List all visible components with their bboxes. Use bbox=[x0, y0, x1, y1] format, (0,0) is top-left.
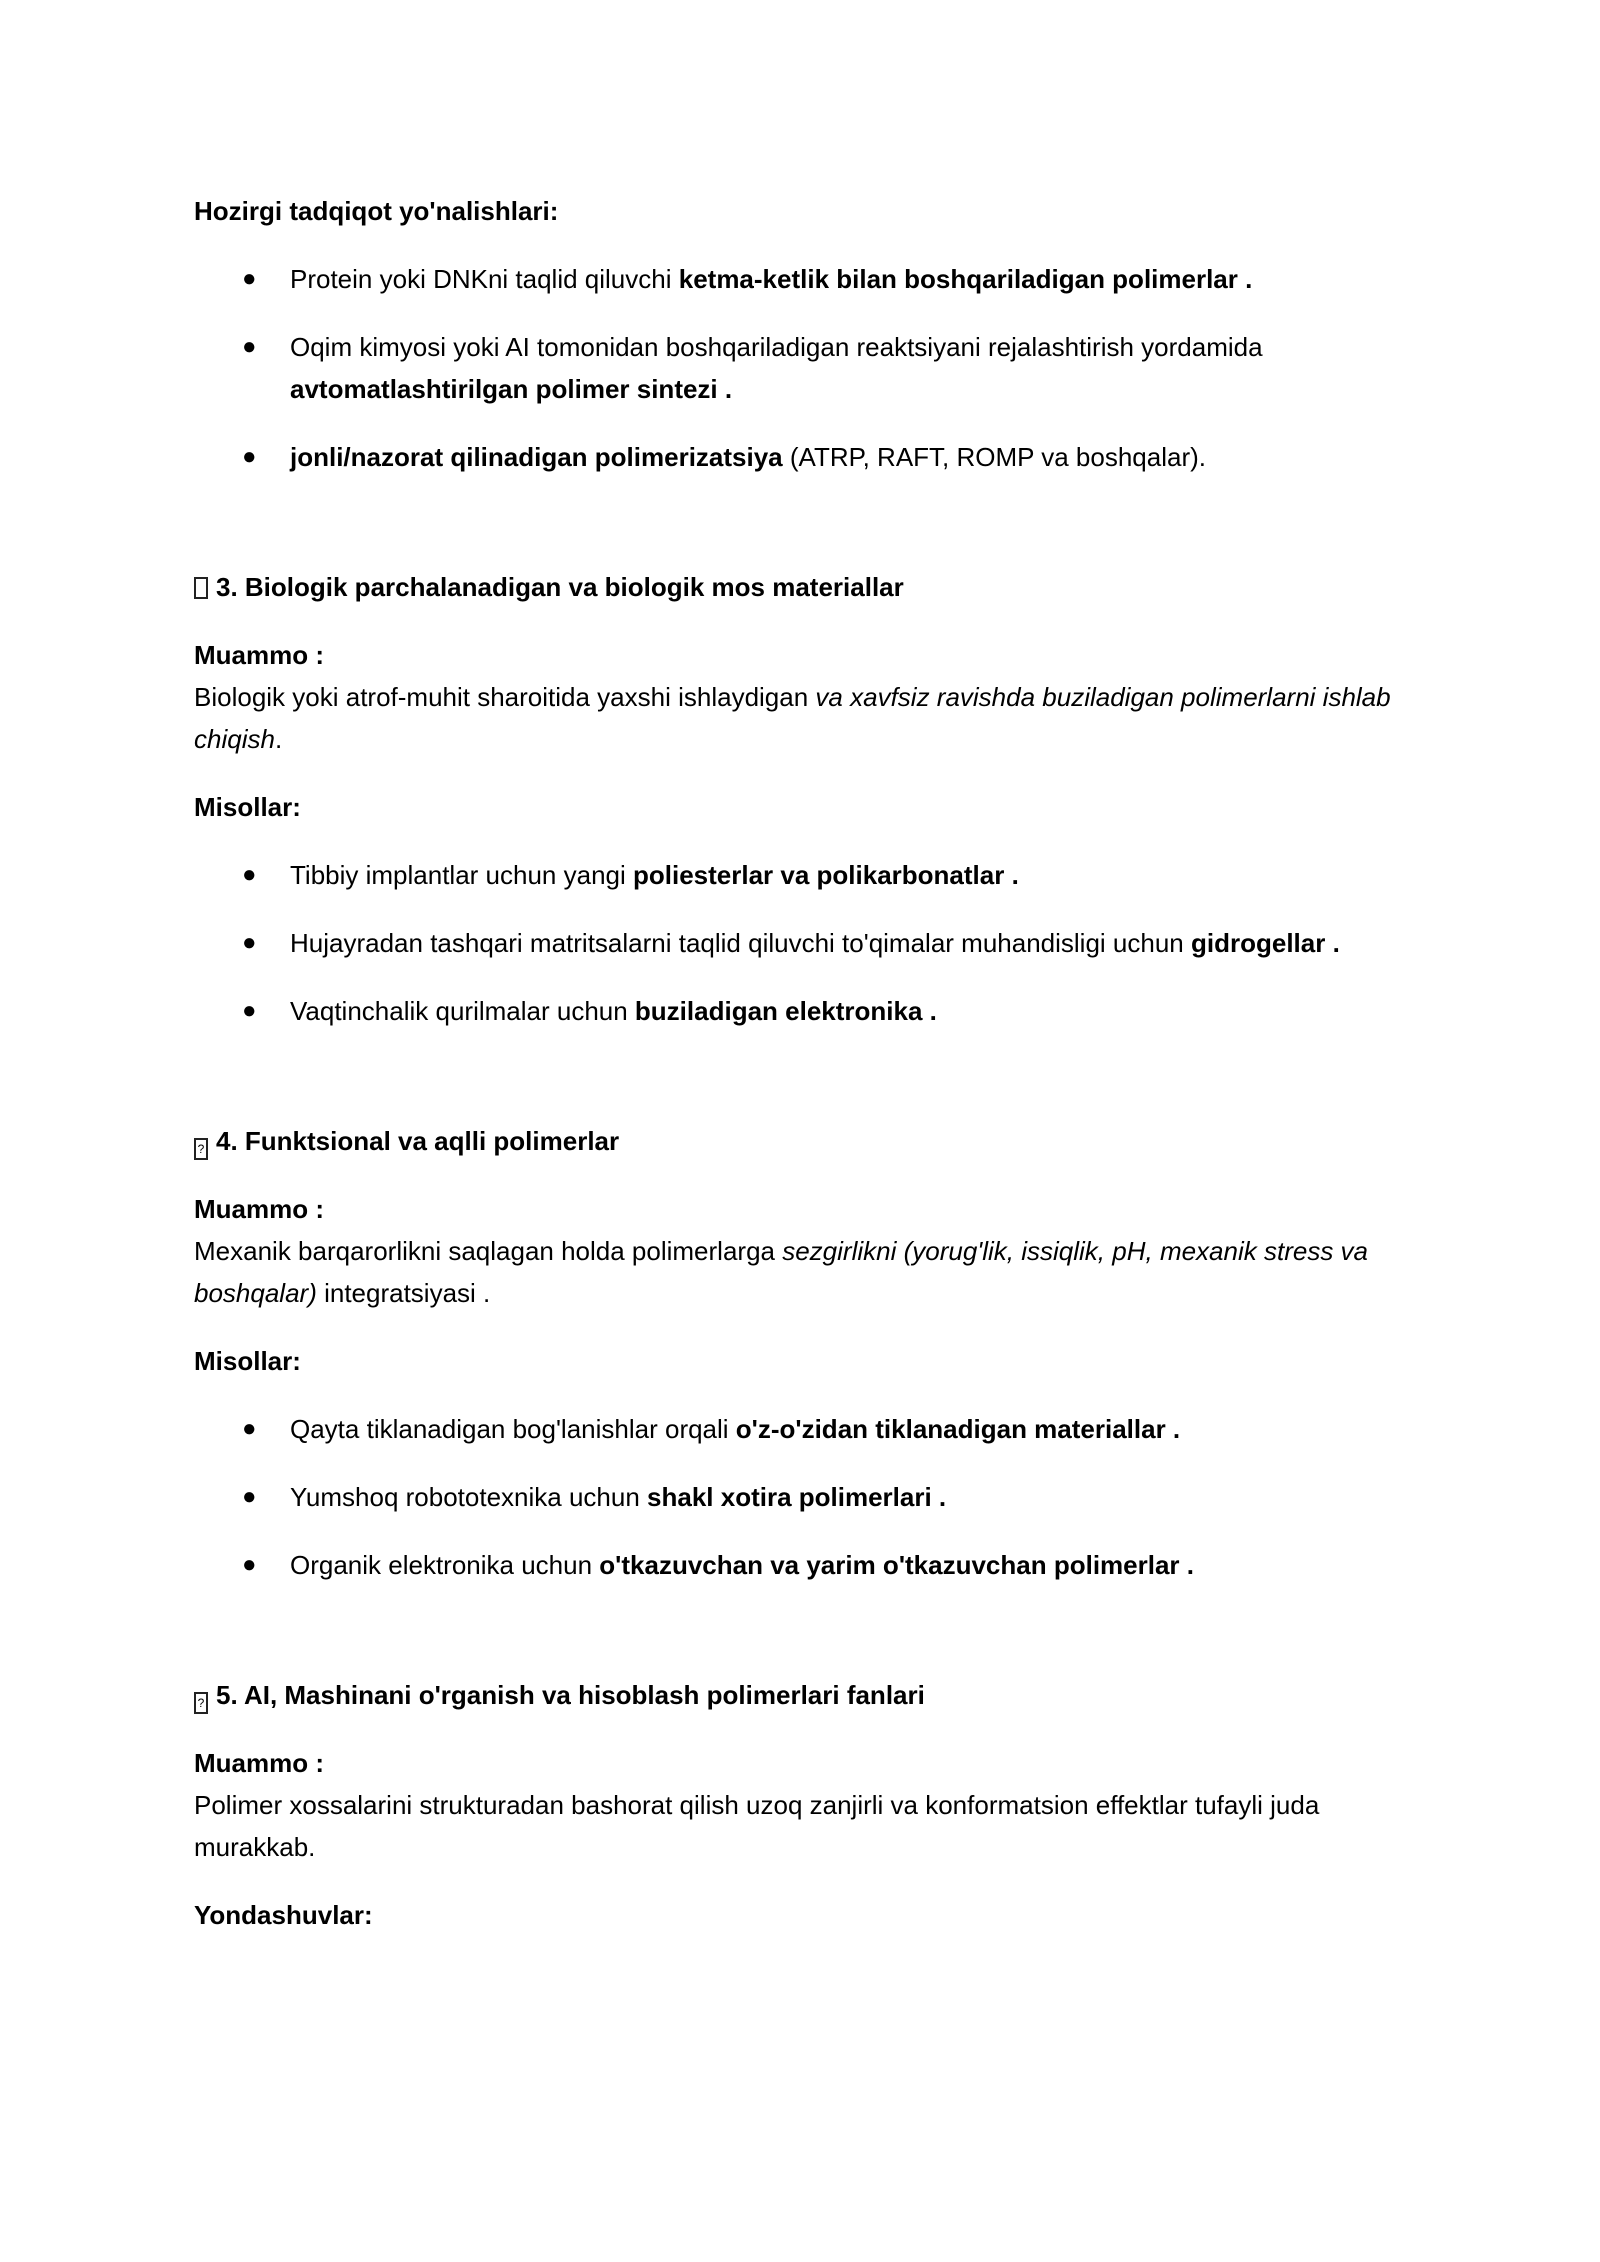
list-item: ● Vaqtinchalik qurilmalar uchun buziladigan elektronika . bbox=[194, 990, 1414, 1032]
section-5-approaches-label: Yondashuvlar: bbox=[194, 1900, 373, 1930]
list-item bbox=[194, 326, 1414, 410]
bullet-icon: ● bbox=[242, 929, 257, 956]
item-bold-text: avtomatlashtirilgan polimer sintezi . bbox=[290, 374, 733, 404]
list-item: ● Qayta tiklanadigan bog'lanishlar orqali o'z-o'zidan tiklanadigan materiallar . bbox=[194, 1408, 1414, 1450]
missing-glyph-icon: ? bbox=[194, 1692, 208, 1714]
bullet-icon: ● bbox=[242, 1551, 257, 1578]
document-content bbox=[194, 190, 1414, 1936]
missing-glyph-icon: ? bbox=[194, 1138, 208, 1160]
list-item: ● Organik elektronika uchun o'tkazuvchan va yarim o'tkazuvchan polimerlar . bbox=[194, 1544, 1414, 1586]
section-4-examples-list bbox=[194, 1408, 1414, 1586]
section-3-examples-label: Misollar: bbox=[194, 792, 301, 822]
item-text-post: (ATRP, RAFT, ROMP va boshqalar). bbox=[782, 442, 1207, 472]
section-4-examples-label: Misollar: bbox=[194, 1346, 301, 1376]
section-4-problem-label: Muammo : bbox=[194, 1194, 324, 1224]
bullet-icon: ● bbox=[242, 333, 257, 360]
item-text: Oqim kimyosi yoki AI tomonidan boshqariladigan reaktsiyani rejalashtirish yordamida bbox=[290, 332, 1263, 362]
research-directions-list bbox=[194, 258, 1414, 478]
section-4-problem-text: Mexanik barqarorlikni saqlagan holda polimerlarga sezgirlikni (yorug'lik, issiqlik, pH, mexanik stress va boshqalar) integratsiyasi . bbox=[194, 1236, 1369, 1308]
section-3-title: 3. Biologik parchalanadigan va biologik mos materiallar bbox=[216, 572, 904, 602]
list-item bbox=[194, 436, 1414, 478]
section-5-problem-label: Muammo : bbox=[194, 1748, 324, 1778]
section-4-title: 4. Funktsional va aqlli polimerlar bbox=[216, 1126, 620, 1156]
item-text: Protein yoki DNKni taqlid qiluvchi bbox=[290, 264, 679, 294]
bullet-icon: ● bbox=[242, 861, 257, 888]
bullet-icon: ● bbox=[242, 1415, 257, 1442]
section-5-problem-text: Polimer xossalarini strukturadan bashorat qilish uzoq zanjirli va konformatsion effektlar tufayli juda murakkab. bbox=[194, 1790, 1320, 1862]
list-item: ● Tibbiy implantlar uchun yangi poliesterlar va polikarbonatlar . bbox=[194, 854, 1414, 896]
section-5-title: 5. AI, Mashinani o'rganish va hisoblash polimerlari fanlari bbox=[216, 1680, 925, 1710]
list-item: ● Hujayradan tashqari matritsalarni taqlid qiluvchi to'qimalar muhandisligi uchun gidrogellar . bbox=[194, 922, 1414, 964]
item-bold-text: ketma-ketlik bilan boshqariladigan polimerlar . bbox=[678, 264, 1253, 294]
section-3-problem-text: Biologik yoki atrof-muhit sharoitida yaxshi ishlaydigan va xavfsiz ravishda buziladigan polimerlarni ishlab chiqish. bbox=[194, 682, 1391, 754]
bullet-icon: ● bbox=[242, 443, 257, 470]
section-4-heading bbox=[194, 1120, 1414, 1162]
research-directions-heading: Hozirgi tadqiqot yo'nalishlari: bbox=[194, 196, 559, 226]
section-3-problem-label: Muammo : bbox=[194, 640, 324, 670]
missing-glyph-icon bbox=[194, 577, 208, 599]
list-item: ● Yumshoq robototexnika uchun shakl xotira polimerlari . bbox=[194, 1476, 1414, 1518]
list-item bbox=[194, 258, 1414, 300]
bullet-icon: ● bbox=[242, 265, 257, 292]
section-3-heading bbox=[194, 566, 1414, 608]
bullet-icon: ● bbox=[242, 997, 257, 1024]
bullet-icon: ● bbox=[242, 1483, 257, 1510]
item-bold-text: jonli/nazorat qilinadigan polimerizatsiya bbox=[290, 442, 783, 472]
section-5-heading bbox=[194, 1674, 1414, 1716]
section-3-examples-list bbox=[194, 854, 1414, 1032]
